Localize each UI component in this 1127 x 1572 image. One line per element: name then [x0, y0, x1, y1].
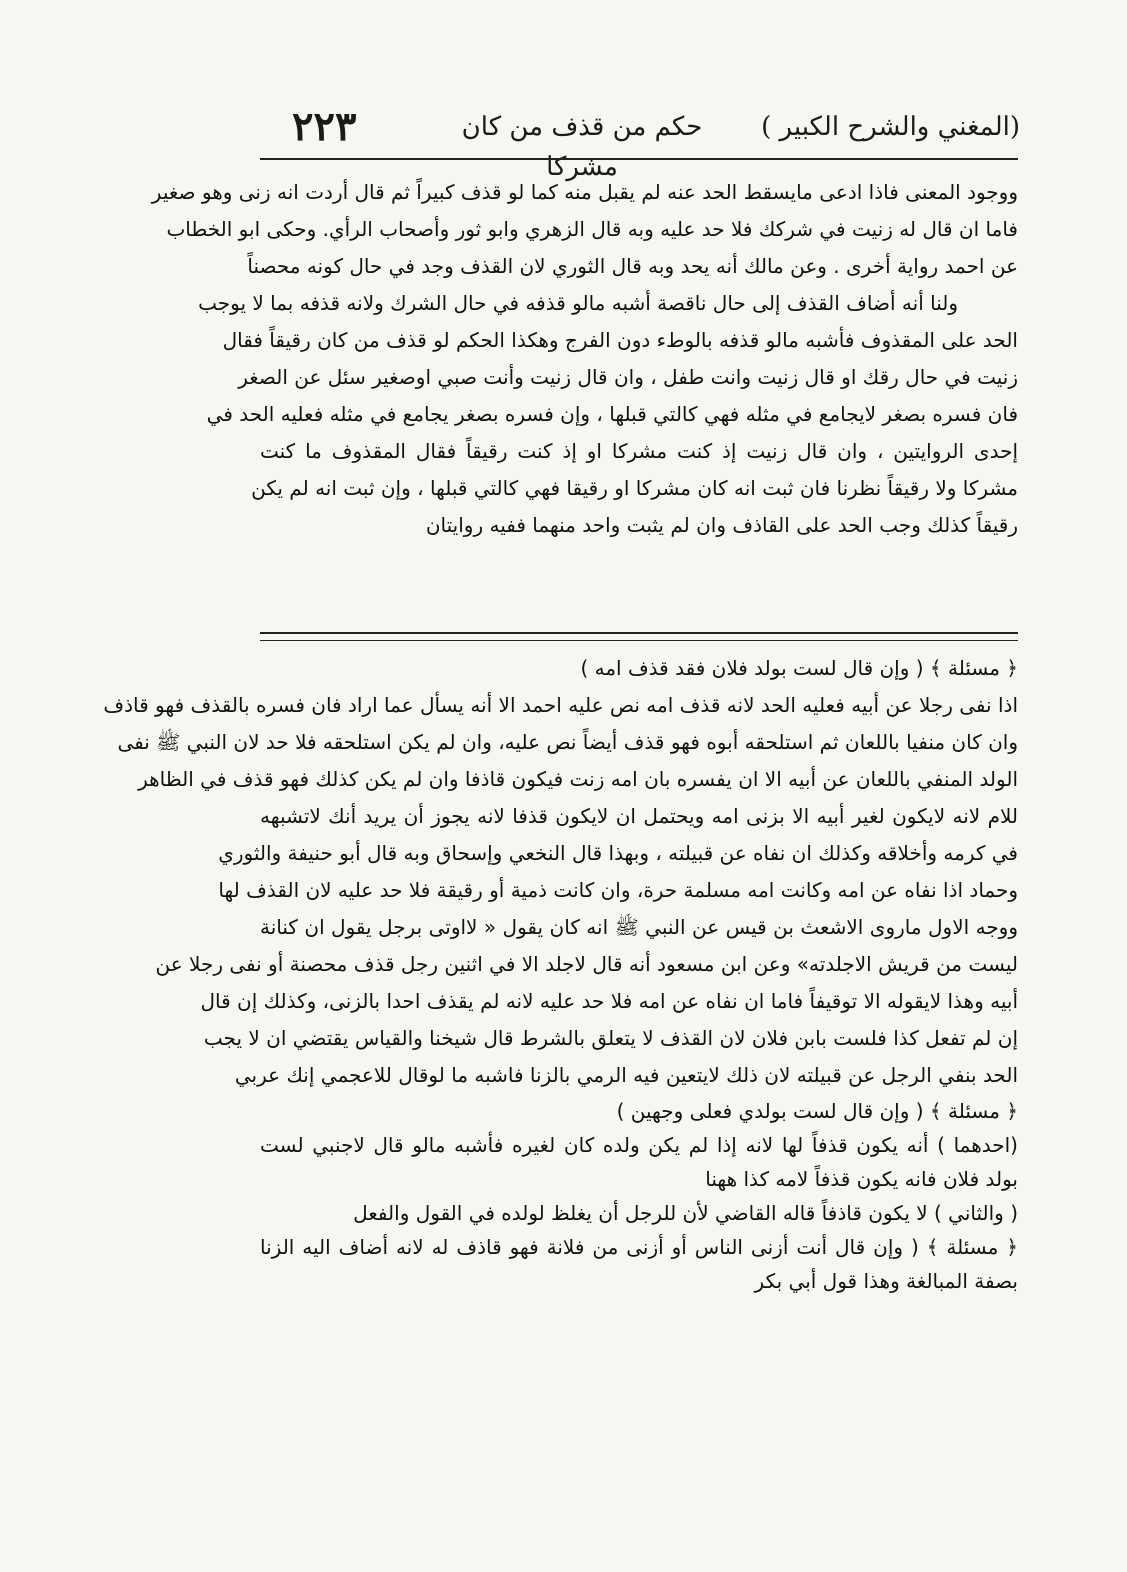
masala-heading: ﴿ مسئلة ﴾ ( وإن قال أنت أزنى الناس أو أزنى من فلانة فهو قاذف له لانه أضاف اليه الزنا	[260, 1235, 1018, 1259]
masala-heading: ﴿ مسئلة ﴾ ( وإن قال لست بولد فلان فقد قذف امه )	[580, 656, 1018, 680]
section-divider	[260, 632, 1018, 641]
text-line: عن احمد رواية أخرى . وعن مالك أنه يحد وبه قال الثوري لان القذف وجد في حال كونه محصناً	[247, 254, 1018, 278]
text-line: فان فسره بصغر لايجامع في مثله فهي كالتي قبلها ، وإن فسره بصغر يجامع في مثله فعليه الحد في	[206, 402, 1018, 426]
text-line: ليست من قريش الاجلدته» وعن ابن مسعود أنه قال لاجلد الا في اثنين رجل قذف محصنة أو نفى رجلا عن	[155, 952, 1018, 976]
lower-commentary	[103, 650, 1018, 1298]
page-header	[262, 103, 1020, 182]
text-line: إن لم تفعل كذا فلست بابن فلان لان القذف لا يتعلق بالشرط قال شيخنا والقياس يقتضي ان لا يجب	[203, 1026, 1018, 1050]
text-line: بصفة المبالغة وهذا قول أبي بكر	[754, 1269, 1018, 1293]
text-line: الولد المنفي باللعان عن أبيه الا ان يفسره بان امه زنت فيكون قاذفا وان لم يكن كذلك فهو قذف في الظاهر	[138, 767, 1018, 791]
header-rule	[260, 158, 1018, 160]
text-line: الحد بنفي الرجل عن قبيلته لان ذلك لايتعين فيه الرمي بالزنا فاشبه ما لوقال للاعجمي إنك عربي	[234, 1063, 1018, 1087]
text-line: للام لانه لايكون لغير أبيه الا بزنى امه ويحتمل ان لايكون قذفا لانه يجوز أن يريد أنك لاتشبهه	[260, 804, 1018, 828]
text-line: زنيت في حال رقك او قال زنيت وانت طفل ، وان قال زنيت وأنت صبي اوصغير سئل عن الصغر	[238, 365, 1018, 389]
text-line: ( والثاني ) لا يكون قاذفاً قاله القاضي لأن للرجل أن يغلظ لولده في القول والفعل	[353, 1201, 1018, 1225]
chapter-title: حكم من قذف من كان مشركا	[461, 112, 703, 182]
text-line: وان كان منفيا باللعان ثم استلحقه أبوه فهو قذف أيضاً نص عليه، وان لم يكن استلحقه فلا حد لان النبي ﷺ نفى	[117, 730, 1018, 754]
text-line: اذا نفى رجلا عن أبيه فعليه الحد لانه قذف امه نص عليه احمد الا أنه يسأل عما اراد فان فسره بالقذف فهو قاذف	[103, 693, 1018, 717]
text-line: وحماد اذا نفاه عن امه وكانت امه مسلمة حرة، وان كانت ذمية أو رقيقة فلا حد عليه لان القذف لها	[218, 878, 1018, 902]
text-line: ووجه الاول ماروى الاشعث بن قيس عن النبي ﷺ انه كان يقول « لااوتى برجل يقول ان كنانة	[260, 915, 1018, 939]
text-line: ووجود المعنى فاذا ادعى مايسقط الحد عنه لم يقبل منه كما لو قذف كبيراً ثم قال أردت انه زنى وهو صغير	[151, 180, 1018, 204]
text-line: رقيقاً كذلك وجب الحد على القاذف وان لم يثبت واحد منهما ففيه روايتان	[425, 513, 1018, 537]
text-line: الحد على المقذوف فأشبه مالو قذفه بالوطء دون الفرج وهكذا الحكم لو قذف من كان رقيقاً فقال	[222, 328, 1018, 352]
text-line: فاما ان قال له زنيت في شركك فلا حد عليه وبه قال الزهري وابو ثور وأصحاب الرأي. وحكى ابو الخطاب	[166, 217, 1018, 241]
text-line: ولنا أنه أضاف القذف إلى حال ناقصة أشبه مالو قذفه في حال الشرك ولانه قذفه بما لا يوجب	[198, 291, 958, 315]
page-number: ٢٢٣	[292, 103, 357, 150]
text-line: أبيه وهذا لايقوله الا توقيفاً فاما ان نفاه عن امه فلا حد عليه لانه لم يقذف احدا بالزنى، وكذلك إن قال	[200, 989, 1018, 1013]
text-line: (احدهما ) أنه يكون قذفاً لها لانه إذا لم يكن ولده كان لغيره فأشبه مالو قال لاجنبي لست	[260, 1133, 1018, 1157]
text-line: في كرمه وأخلاقه وكذلك ان نفاه عن قبيلته ، وبهذا قال النخعي وإسحاق وبه قال أبو حنيفة والثوري	[218, 841, 1018, 865]
text-line: إحدى الروايتين ، وان قال زنيت إذ كنت مشركا او إذ كنت رقيقاً فقال المقذوف ما كنت	[260, 439, 1018, 463]
upper-commentary	[151, 174, 1018, 544]
book-title: (المغني والشرح الكبير )	[761, 112, 1020, 142]
masala-heading: ﴿ مسئلة ﴾ ( وإن قال لست بولدي فعلى وجهين )	[616, 1099, 1018, 1123]
text-line: بولد فلان فانه يكون قذفاً لامه كذا ههنا	[705, 1167, 1018, 1191]
text-line: مشركا ولا رقيقاً نظرنا فان ثبت انه كان مشركا او رقيقا فهي كالتي قبلها ، وإن ثبت انه لم يكن	[251, 476, 1018, 500]
